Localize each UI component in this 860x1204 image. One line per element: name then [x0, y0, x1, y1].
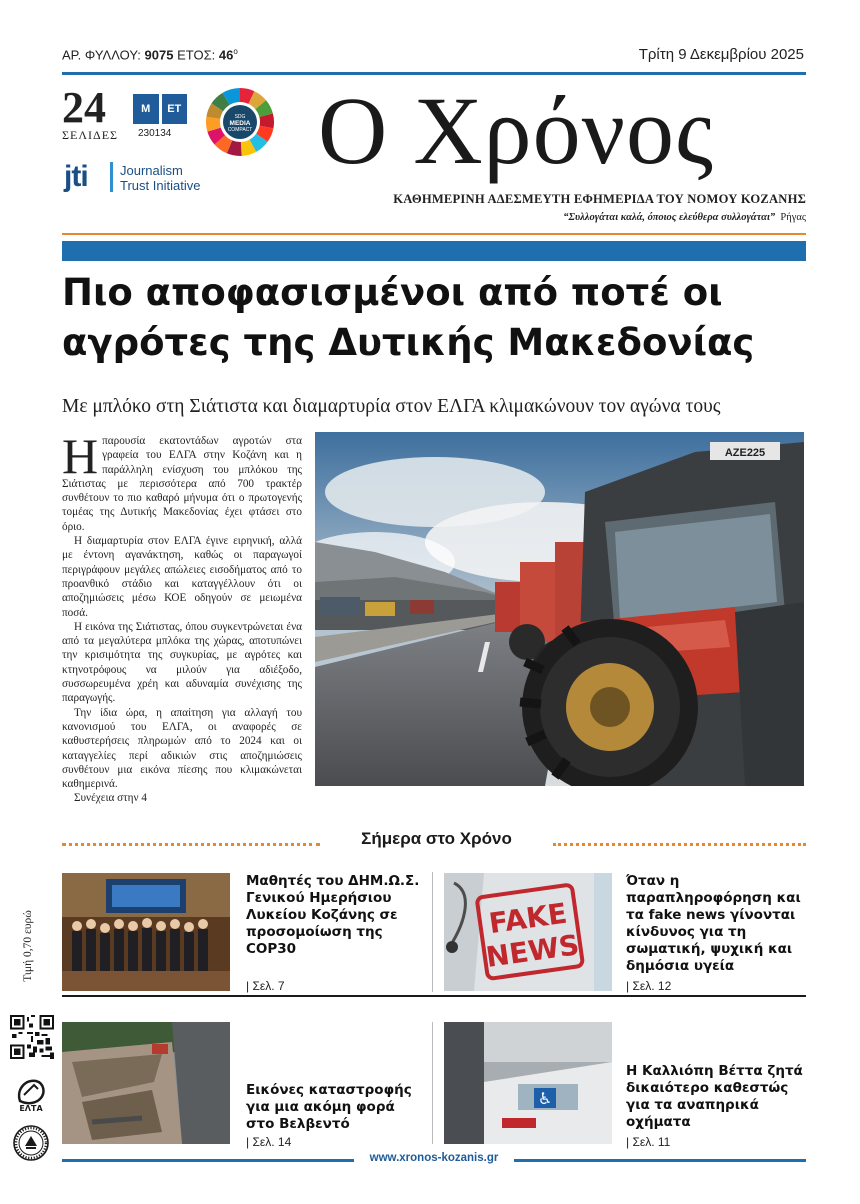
teaser-photo-fake-news	[444, 873, 612, 991]
teaser-photo-disabled-parking	[444, 1022, 612, 1144]
article-paragraph: Την ίδια ώρα, η απαίτηση για αλλαγή του κανονισμού του ΕΛΓΑ, οι αναφορές σε καθυστερήσεις πληρωμών από το 2024 και οι καταγγελίες περί αδικιών στις αποζημιώσεις συνθέτουν μια εικόνα πίεσης που κλιμακώνεται καθημερινά.	[62, 706, 302, 791]
drop-cap: Η	[62, 428, 99, 484]
section-divider-right	[553, 843, 806, 846]
teaser-title-fake-news[interactable]: Όταν η παραπληροφόρηση και τα fake news γίνονται κίνδυνος για τη σωματική, ψυχική και δημόσια υγεία	[626, 873, 801, 974]
orange-rule	[62, 233, 806, 235]
issue-info	[62, 47, 238, 62]
year-label: ΕΤΟΣ:	[177, 47, 216, 63]
newspaper-subtitle: ΚΑΘΗΜΕΡΙΝΗ ΑΔΕΣΜΕΥΤΗ ΕΦΗΜΕΡΙΔΑ ΤΟΥ ΝΟΜΟΥ ΚΟΖΑΝΗΣ	[393, 192, 806, 206]
teaser-photo-students	[62, 873, 230, 991]
stamp-line1: FAKE	[486, 896, 570, 941]
section-divider-left	[62, 843, 320, 846]
lead-headline: Πιο αποφασισμένοι από ποτέ οι αγρότες της Δυτικής Μακεδονίας	[62, 271, 755, 364]
year-number: 46	[218, 47, 234, 63]
teaser-photo-landslide	[62, 1022, 230, 1144]
year-suffix: ο	[233, 47, 238, 56]
issue-date: Τρίτη 9 Δεκεμβρίου 2025	[638, 46, 804, 63]
sdg-text-compact: COMPACT	[227, 127, 253, 133]
press-association-seal	[12, 1124, 50, 1162]
met-logo	[133, 94, 187, 124]
met-code: 230134	[138, 128, 172, 139]
motto-author: Ρήγας	[780, 212, 806, 223]
met-box-et: ET	[162, 94, 188, 124]
newspaper-title: Ο Χρόνος	[318, 77, 714, 184]
teaser-vertical-rule	[432, 872, 433, 992]
footer-rule-right	[514, 1159, 806, 1162]
teaser-page-ref: | Σελ. 11	[626, 1135, 670, 1149]
elta-text: ΕΛΤΑ	[19, 1104, 43, 1113]
price-label	[18, 898, 38, 994]
continued-link[interactable]: Συνέχεια στην 4	[74, 792, 147, 805]
sheet-number: 9075	[144, 47, 174, 63]
jti-logo-text	[120, 163, 200, 193]
met-box-m: M	[133, 94, 159, 124]
jti-line2: Trust Initiative	[120, 178, 201, 193]
sdg-text-media: MEDIA	[229, 120, 251, 127]
section-title: Σήμερα στο Χρόνο	[361, 829, 512, 848]
stamp-line2: NEWS	[483, 928, 582, 974]
teaser-page-ref: | Σελ. 12	[626, 979, 671, 993]
blue-band	[62, 241, 806, 261]
qr-code-icon[interactable]	[10, 1015, 54, 1059]
pages-count: 24	[62, 83, 106, 132]
article-paragraph-text: παρουσία εκατοντάδων αγροτών στα γραφεία του ΕΛΓΑ στην Κοζάνη και η παράλληλη ενίσχυση του μπλόκου της Σιάτιστας με περισσότερα από 700 τρακτέρ συνθέτουν το πιο καθαρό μήνυμα ότι ο πρωτογενής τομέας της Δυτικής Μακεδονίας έχει φτάσει στο όριο.	[62, 435, 302, 533]
jti-logo-mark: jti	[64, 160, 88, 193]
article-paragraph	[62, 428, 302, 534]
teaser-title-vetta[interactable]: Η Καλλιόπη Βέττα ζητά δικαιότερο καθεστώς για τα αναπηρικά οχήματα	[626, 1063, 803, 1130]
article-paragraph: Η διαμαρτυρία στον ΕΛΓΑ έγινε ειρηνική, αλλά με έντονη αγανάκτηση, καθώς οι παραγωγοί περιγράφουν μεγάλες απώλειες εισοδήματος από το προανθικό στάδιο και καταγγέλλουν ότι οι αποζημιώσεις μέσω ΚΟΕ οδηγούν σε μειωμένα ποσά.	[62, 535, 302, 619]
teaser-horizontal-rule	[62, 995, 806, 997]
jti-line1: Journalism	[120, 163, 183, 178]
footer-website-link[interactable]: www.xronos-kozanis.gr	[369, 1152, 499, 1164]
elta-logo	[14, 1075, 48, 1113]
top-rule	[62, 72, 806, 75]
article-paragraph: Η εικόνα της Σιάτιστας, όπου συγκεντρώνεται ένα από τα μεγαλύτερα μπλόκα της χώρας, αποτυπώνει την κρισιμότητα της συγκυρίας, με αγρότες και κτηνοτρόφους να μιλούν για αδιέξοδο, συσσωρευμένα χρέη και αδυναμία συνέχισης της παραγωγής.	[62, 620, 302, 705]
lead-photo-tractors	[315, 432, 804, 786]
jti-divider	[110, 162, 113, 192]
motto-text: “Συλλογάται καλά, όποιος ελεύθερα συλλογάται”	[563, 212, 776, 223]
lead-article-body	[62, 428, 302, 806]
disabled-sign: ♿	[537, 1089, 553, 1108]
teaser-title-velvento[interactable]: Εικόνες καταστροφής για μια ακόμη φορά στο Βελβεντό	[246, 1082, 412, 1132]
teaser-page-ref: | Σελ. 14	[246, 1135, 291, 1149]
footer-rule-left	[62, 1159, 354, 1162]
pages-label: ΣΕΛΙΔΕΣ	[62, 128, 119, 142]
teaser-page-ref: | Σελ. 7	[246, 979, 285, 993]
lead-subheadline: Με μπλόκο στη Σιάτιστα και διαμαρτυρία στον ΕΛΓΑ κλιμακώνουν τον αγώνα τους	[62, 396, 721, 417]
sheet-label: ΑΡ. ΦΥΛΛΟΥ:	[62, 47, 141, 63]
teaser-vertical-rule	[432, 1022, 433, 1144]
teaser-title-cop30[interactable]: Μαθητές του ΔΗΜ.Ω.Σ. Γενικού Ημερήσιου Λυκείου Κοζάνης σε προσομοίωση της COP30	[246, 873, 420, 957]
sdg-text-sdg: SDG	[234, 114, 246, 120]
price-text: Τιμή 0,70 ευρώ	[22, 910, 34, 982]
newspaper-motto	[318, 212, 806, 223]
photo-plate-text: ΑΖΕ225	[724, 447, 766, 459]
sdg-media-compact-logo	[204, 86, 276, 158]
